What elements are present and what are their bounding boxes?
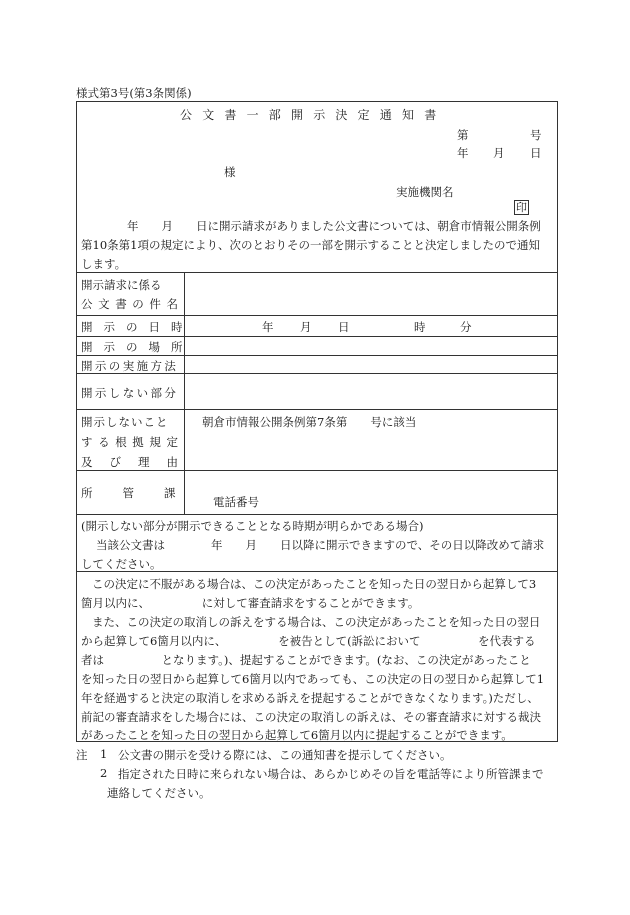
note-number: 1 xyxy=(100,747,108,761)
note-text: 公文書の開示を受ける際には、この通知書を提示してください。 xyxy=(118,748,452,762)
row-label-method: 開示の実施方法 xyxy=(81,359,179,373)
note-number: 2 xyxy=(100,766,108,780)
divider xyxy=(76,315,558,316)
body-text-line: 第10条第1項の規定により、次のとおりその一部を開示することと決定しましたので通知 xyxy=(81,238,540,252)
seal-stamp-box: 印 xyxy=(516,201,527,214)
row-label-basis-2: する根拠規定 xyxy=(81,435,184,449)
row-label-basis-3: 及び理由 xyxy=(81,455,195,469)
divider xyxy=(76,409,558,410)
note-text: 指定された日時に来られない場合は、あらかじめその旨を電話等により所管課まで xyxy=(118,767,544,781)
divider xyxy=(76,514,558,515)
notes-prefix: 注 xyxy=(76,748,88,762)
date-year-label: 年 xyxy=(457,146,469,160)
appeal-text-line: があったことを知った日の翌日から起算して6箇月以内に提起することができます。 xyxy=(81,728,513,742)
row-label-department: 所管課 xyxy=(81,486,206,500)
appeal-text-line: 箇月以内に、 に対して審査請求をすることができます。 xyxy=(81,596,420,610)
label-line: 開示請求に係る xyxy=(81,278,162,292)
period-text-line: 当該公文書は 年 月 日以降に開示できますので、その日以降改めて請求 xyxy=(96,538,545,552)
datetime-day: 日 xyxy=(338,320,350,334)
appeal-text-line: を知った日の翌日から起算して6箇月以内であっても、この決定の日の翌日から起算して1 xyxy=(81,672,545,686)
divider xyxy=(76,336,558,337)
appeal-text-line: この決定に不服がある場合は、この決定があったことを知った日の翌日から起算して3 xyxy=(92,577,537,591)
appeal-text-line: また、この決定の取消しの訴えをする場合は、この決定があったことを知った日の翌日 xyxy=(92,615,541,629)
number-dai-label: 第 xyxy=(457,128,469,142)
row-label-basis-1: 開示しないこと xyxy=(81,415,169,429)
datetime-month: 月 xyxy=(300,320,312,334)
row-label-datetime: 開示の日時 xyxy=(81,320,194,334)
divider xyxy=(76,355,558,356)
row-label-undisclosed: 開示しない部分 xyxy=(81,386,179,400)
row-label-request-title-2: 公文書の件名 xyxy=(81,297,184,311)
divider xyxy=(76,272,558,273)
date-month-label: 月 xyxy=(493,146,505,160)
column-divider xyxy=(184,272,185,514)
recipient-sama: 様 xyxy=(224,165,236,179)
period-note: (開示しない部分が開示できることとなる時期が明らかである場合) xyxy=(81,519,424,533)
number-go-label: 号 xyxy=(530,128,542,142)
row-label-request-title xyxy=(81,277,178,293)
phone-number-label: 電話番号 xyxy=(213,495,259,509)
datetime-year: 年 xyxy=(262,320,274,334)
datetime-minute: 分 xyxy=(460,320,472,334)
note-text: 連絡してください。 xyxy=(107,786,211,800)
appeal-text-line: 前記の審査請求をした場合には、この決定の取消しの訴えは、その審査請求に対する裁決 xyxy=(81,710,541,724)
agency-name-label: 実施機関名 xyxy=(396,185,454,199)
form-label: 様式第3号(第3条関係) xyxy=(76,86,192,100)
body-text-line: 年 月 日に開示請求がありました公文書については、朝倉市情報公開条例 xyxy=(127,219,541,233)
datetime-hour: 時 xyxy=(414,320,426,334)
basis-value: 朝倉市情報公開条例第7条第 号に該当 xyxy=(202,415,417,429)
row-label-place: 開示の場所 xyxy=(81,340,194,354)
date-day-label: 日 xyxy=(530,146,542,160)
body-text-line: します。 xyxy=(81,257,127,271)
divider xyxy=(76,470,558,471)
appeal-text-line: から起算して6箇月以内に、 を被告として(訴訟において を代表する xyxy=(81,634,536,648)
period-text-line: してください。 xyxy=(81,557,162,571)
document-title: 公文書一部開示決定通知書 xyxy=(180,108,447,122)
appeal-text-line: 年を経過すると決定の取消しを求める訴えを提起することができなくなります。)ただし、 xyxy=(81,691,539,705)
appeal-text-line: 者は となります。)、提起することができます。(なお、この決定があったこと xyxy=(81,653,531,667)
